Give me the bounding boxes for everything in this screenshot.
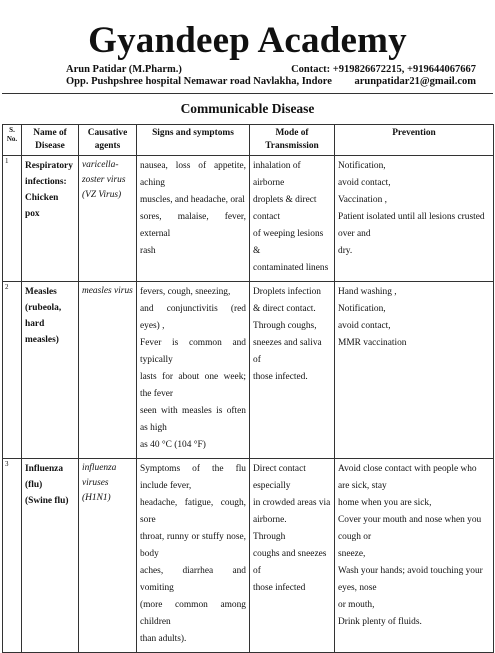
cell-line: inhalation of airborne: [253, 161, 301, 188]
cell-line: muscles, and headache, oral: [140, 195, 245, 205]
cell-sno: 2: [3, 282, 22, 459]
cell-line: dry.: [338, 246, 353, 256]
cell-line: nausea, loss of appetite, aching: [140, 161, 246, 188]
cell-symptoms: [137, 282, 250, 459]
cell-line: avoid contact,: [338, 178, 391, 188]
cell-line: Wash your hands; avoid touching your eyes, nose: [338, 566, 483, 593]
cell-agent: [79, 282, 137, 459]
cell-line: (more common among children: [140, 600, 246, 627]
cell-line: Influenza: [25, 464, 64, 474]
cell-line: in crowded areas via: [253, 498, 331, 508]
cell-line: Fever is common and typically: [140, 338, 246, 365]
cell-line: sneezes and saliva of: [253, 338, 322, 365]
cell-prevention: [335, 282, 494, 459]
cell-line: infections:: [25, 177, 67, 187]
cell-sno: 3: [3, 459, 22, 653]
cell-sno: 1: [3, 156, 22, 282]
cell-line: Symptoms of the flu include fever,: [140, 464, 246, 491]
cell-line: Notification,: [338, 161, 386, 171]
cell-line: (rubeola, hard: [25, 303, 62, 329]
cell-line: & direct contact.: [253, 304, 316, 314]
cell-line: Cover your mouth and nose when you cough or: [338, 515, 482, 542]
cell-line: of weeping lesions &: [253, 229, 324, 256]
cell-line: lasts for about one week; the fever: [140, 372, 246, 399]
table-row: [3, 282, 494, 459]
cell-symptoms: [137, 156, 250, 282]
header-sno: S. No.: [3, 125, 22, 156]
cell-line: Through coughs,: [253, 321, 317, 331]
contact-block: [291, 64, 476, 88]
cell-line: sneeze,: [338, 549, 366, 559]
cell-line: those infected.: [253, 372, 308, 382]
header-divider: [2, 93, 493, 94]
cell-line: or mouth,: [338, 600, 375, 610]
table-header-row: [3, 125, 494, 156]
header-symptoms: Signs and symptoms: [137, 125, 250, 156]
cell-line: Drink plenty of fluids.: [338, 617, 422, 627]
disease-table: [2, 124, 494, 653]
cell-line: avoid contact,: [338, 321, 391, 331]
cell-line: (flu): [25, 480, 43, 490]
cell-line: coughs and sneezes of: [253, 549, 327, 576]
cell-prevention: [335, 459, 494, 653]
cell-mode: [250, 282, 335, 459]
cell-line: throat, runny or stuffy nose, body: [140, 532, 246, 559]
author-name: Arun Patidar (M.Pharm.): [66, 64, 182, 75]
contact-email: arunpatidar21@gmail.com: [354, 76, 476, 87]
cell-disease: [22, 156, 79, 282]
cell-line: contaminated linens: [253, 263, 329, 273]
cell-mode: [250, 459, 335, 653]
cell-line: Vaccination ,: [338, 195, 387, 205]
cell-line: rash: [140, 246, 156, 256]
cell-disease: [22, 282, 79, 459]
cell-line: viruses: [82, 478, 109, 488]
header-agent: Causative agents: [79, 125, 137, 156]
contact-phones: Contact: +919826672215, +919644067667: [291, 64, 476, 75]
cell-line: aches, diarrhea and vomiting: [140, 566, 246, 593]
cell-line: home when you are sick,: [338, 498, 432, 508]
cell-line: Respiratory: [25, 161, 73, 171]
page-title: Gyandeep Academy: [88, 20, 407, 61]
cell-line: measles): [25, 335, 59, 345]
cell-symptoms: [137, 459, 250, 653]
table-row: [3, 459, 494, 653]
cell-line: as 40 °C (104 °F): [140, 440, 206, 450]
table-row: [3, 156, 494, 282]
cell-mode: [250, 156, 335, 282]
cell-line: Patient isolated until all lesions crusted over and: [338, 212, 485, 239]
cell-line: influenza: [82, 463, 117, 473]
cell-line: (H1N1): [82, 493, 111, 503]
cell-line: Hand washing ,: [338, 287, 397, 297]
cell-line: headache, fatigue, cough, sore: [140, 498, 246, 525]
cell-prevention: [335, 156, 494, 282]
cell-line: (Swine flu): [25, 496, 69, 506]
cell-line: and conjunctivitis (red eyes) ,: [140, 304, 246, 331]
cell-line: those infected: [253, 583, 306, 593]
cell-line: Avoid close contact with people who are sick, stay: [338, 464, 477, 491]
address: Opp. Pushpshree hospital Nemawar road Navlakha, Indore: [66, 76, 332, 87]
cell-line: MMR vaccination: [338, 338, 407, 348]
cell-line: Measles: [25, 287, 57, 297]
header-prevention: Prevention: [335, 125, 494, 156]
cell-line: droplets & direct contact: [253, 195, 317, 222]
cell-line: fevers, cough, sneezing,: [140, 287, 231, 297]
cell-line: seen with measles is often as high: [140, 406, 246, 433]
cell-line: Notification,: [338, 304, 386, 314]
cell-line: varicella-: [82, 160, 119, 170]
section-title: Communicable Disease: [180, 101, 315, 116]
cell-line: zoster virus: [82, 175, 126, 185]
cell-line: (VZ Virus): [82, 190, 122, 200]
cell-line: measles virus: [82, 286, 133, 296]
cell-line: Droplets infection: [253, 287, 321, 297]
cell-line: than adults).: [140, 634, 187, 644]
cell-line: airborne.: [253, 515, 287, 525]
cell-agent: [79, 156, 137, 282]
cell-agent: [79, 459, 137, 653]
header-disease: Name of Disease: [22, 125, 79, 156]
cell-disease: [22, 459, 79, 653]
header-mode: Mode of Transmission: [250, 125, 335, 156]
cell-line: Chicken pox: [25, 193, 59, 219]
cell-line: Through: [253, 532, 286, 542]
cell-line: sores, malaise, fever, external: [140, 212, 246, 239]
cell-line: Direct contact especially: [253, 464, 306, 491]
